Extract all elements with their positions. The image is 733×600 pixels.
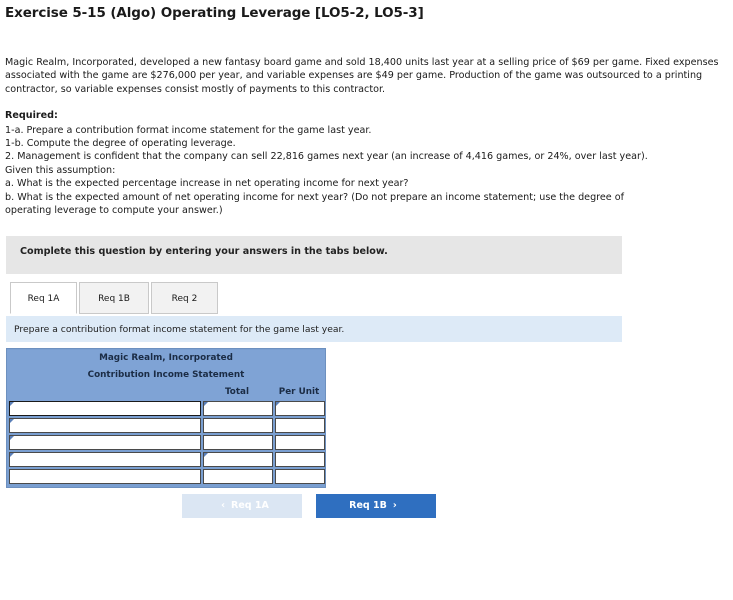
row-label-input[interactable] <box>9 435 201 450</box>
row-total-input[interactable] <box>203 401 273 416</box>
required-line: operating leverage to compute your answer.) <box>5 204 223 216</box>
row-label-input[interactable] <box>9 469 201 484</box>
required-list <box>5 124 725 218</box>
row-per-unit-input[interactable] <box>275 401 325 416</box>
tab-label: Req 2 <box>171 294 198 304</box>
row-per-unit-input[interactable] <box>275 418 325 433</box>
dropdown-marker-icon <box>10 402 14 406</box>
required-line: 1-b. Compute the degree of operating leverage. <box>5 137 236 149</box>
row-total-input[interactable] <box>203 435 273 450</box>
total-column-header: Total <box>201 384 273 401</box>
tab-label: Req 1A <box>27 294 60 304</box>
dropdown-marker-icon <box>10 436 14 440</box>
required-line: a. What is the expected percentage increase in net operating income for next year? <box>5 178 409 190</box>
exercise-title: Exercise 5-15 (Algo) Operating Leverage [LO5-2, LO5-3] <box>5 5 424 21</box>
tab-req-1a[interactable] <box>10 282 77 314</box>
tab-req-1b[interactable] <box>79 282 149 314</box>
statement-name: Contribution Income Statement <box>7 367 325 385</box>
tab-instruction-text: Prepare a contribution format income statement for the game last year. <box>14 324 345 335</box>
chevron-right-icon: › <box>392 500 397 511</box>
required-line: 1-a. Prepare a contribution format income statement for the game last year. <box>5 124 372 136</box>
banner-text: Complete this question by entering your answers in the tabs below. <box>20 246 388 257</box>
row-label-input[interactable] <box>9 401 201 416</box>
next-req-label: Req 1B <box>349 500 387 511</box>
instructions-banner <box>6 236 622 274</box>
next-req-button[interactable] <box>316 494 436 518</box>
row-label-input[interactable] <box>9 452 201 467</box>
row-per-unit-input[interactable] <box>275 469 325 484</box>
required-heading: Required: <box>5 110 58 121</box>
required-line: Given this assumption: <box>5 164 116 176</box>
prev-req-label: Req 1A <box>231 500 269 511</box>
dropdown-marker-icon <box>204 453 208 457</box>
problem-intro: Magic Realm, Incorporated, developed a new fantasy board game and sold 18,400 units last year at a selling price of $69 per game. Fixed expenses associated with the game are $276,000 per year, and variable expenses are $49 per game. Production of the game was outsourced to a printing contractor, so variable expenses consist mostly of payments to this contractor. <box>5 57 719 95</box>
dropdown-marker-icon <box>204 402 208 406</box>
chevron-left-icon: ‹ <box>221 500 226 511</box>
row-label-input[interactable] <box>9 418 201 433</box>
tab-instruction <box>6 316 622 342</box>
dropdown-marker-icon <box>276 402 280 406</box>
row-total-input[interactable] <box>203 452 273 467</box>
required-line: 2. Management is confident that the company can sell 22,816 games next year (an increase of 4,416 games, or 24%, over last year). <box>5 151 648 163</box>
required-line: b. What is the expected amount of net operating income for next year? (Do not prepare an income statement; use the degree of <box>5 191 625 203</box>
tab-req-2[interactable] <box>151 282 218 314</box>
tab-label: Req 1B <box>98 294 130 304</box>
dropdown-marker-icon <box>10 419 14 423</box>
row-total-input[interactable] <box>203 469 273 484</box>
row-per-unit-input[interactable] <box>275 452 325 467</box>
prev-req-button[interactable] <box>182 494 302 518</box>
row-per-unit-input[interactable] <box>275 435 325 450</box>
dropdown-marker-icon <box>10 453 14 457</box>
company-name: Magic Realm, Incorporated <box>7 350 325 368</box>
per-unit-column-header: Per Unit <box>273 384 325 401</box>
row-total-input[interactable] <box>203 418 273 433</box>
income-statement-table <box>6 348 326 488</box>
label-column-header <box>7 384 201 401</box>
